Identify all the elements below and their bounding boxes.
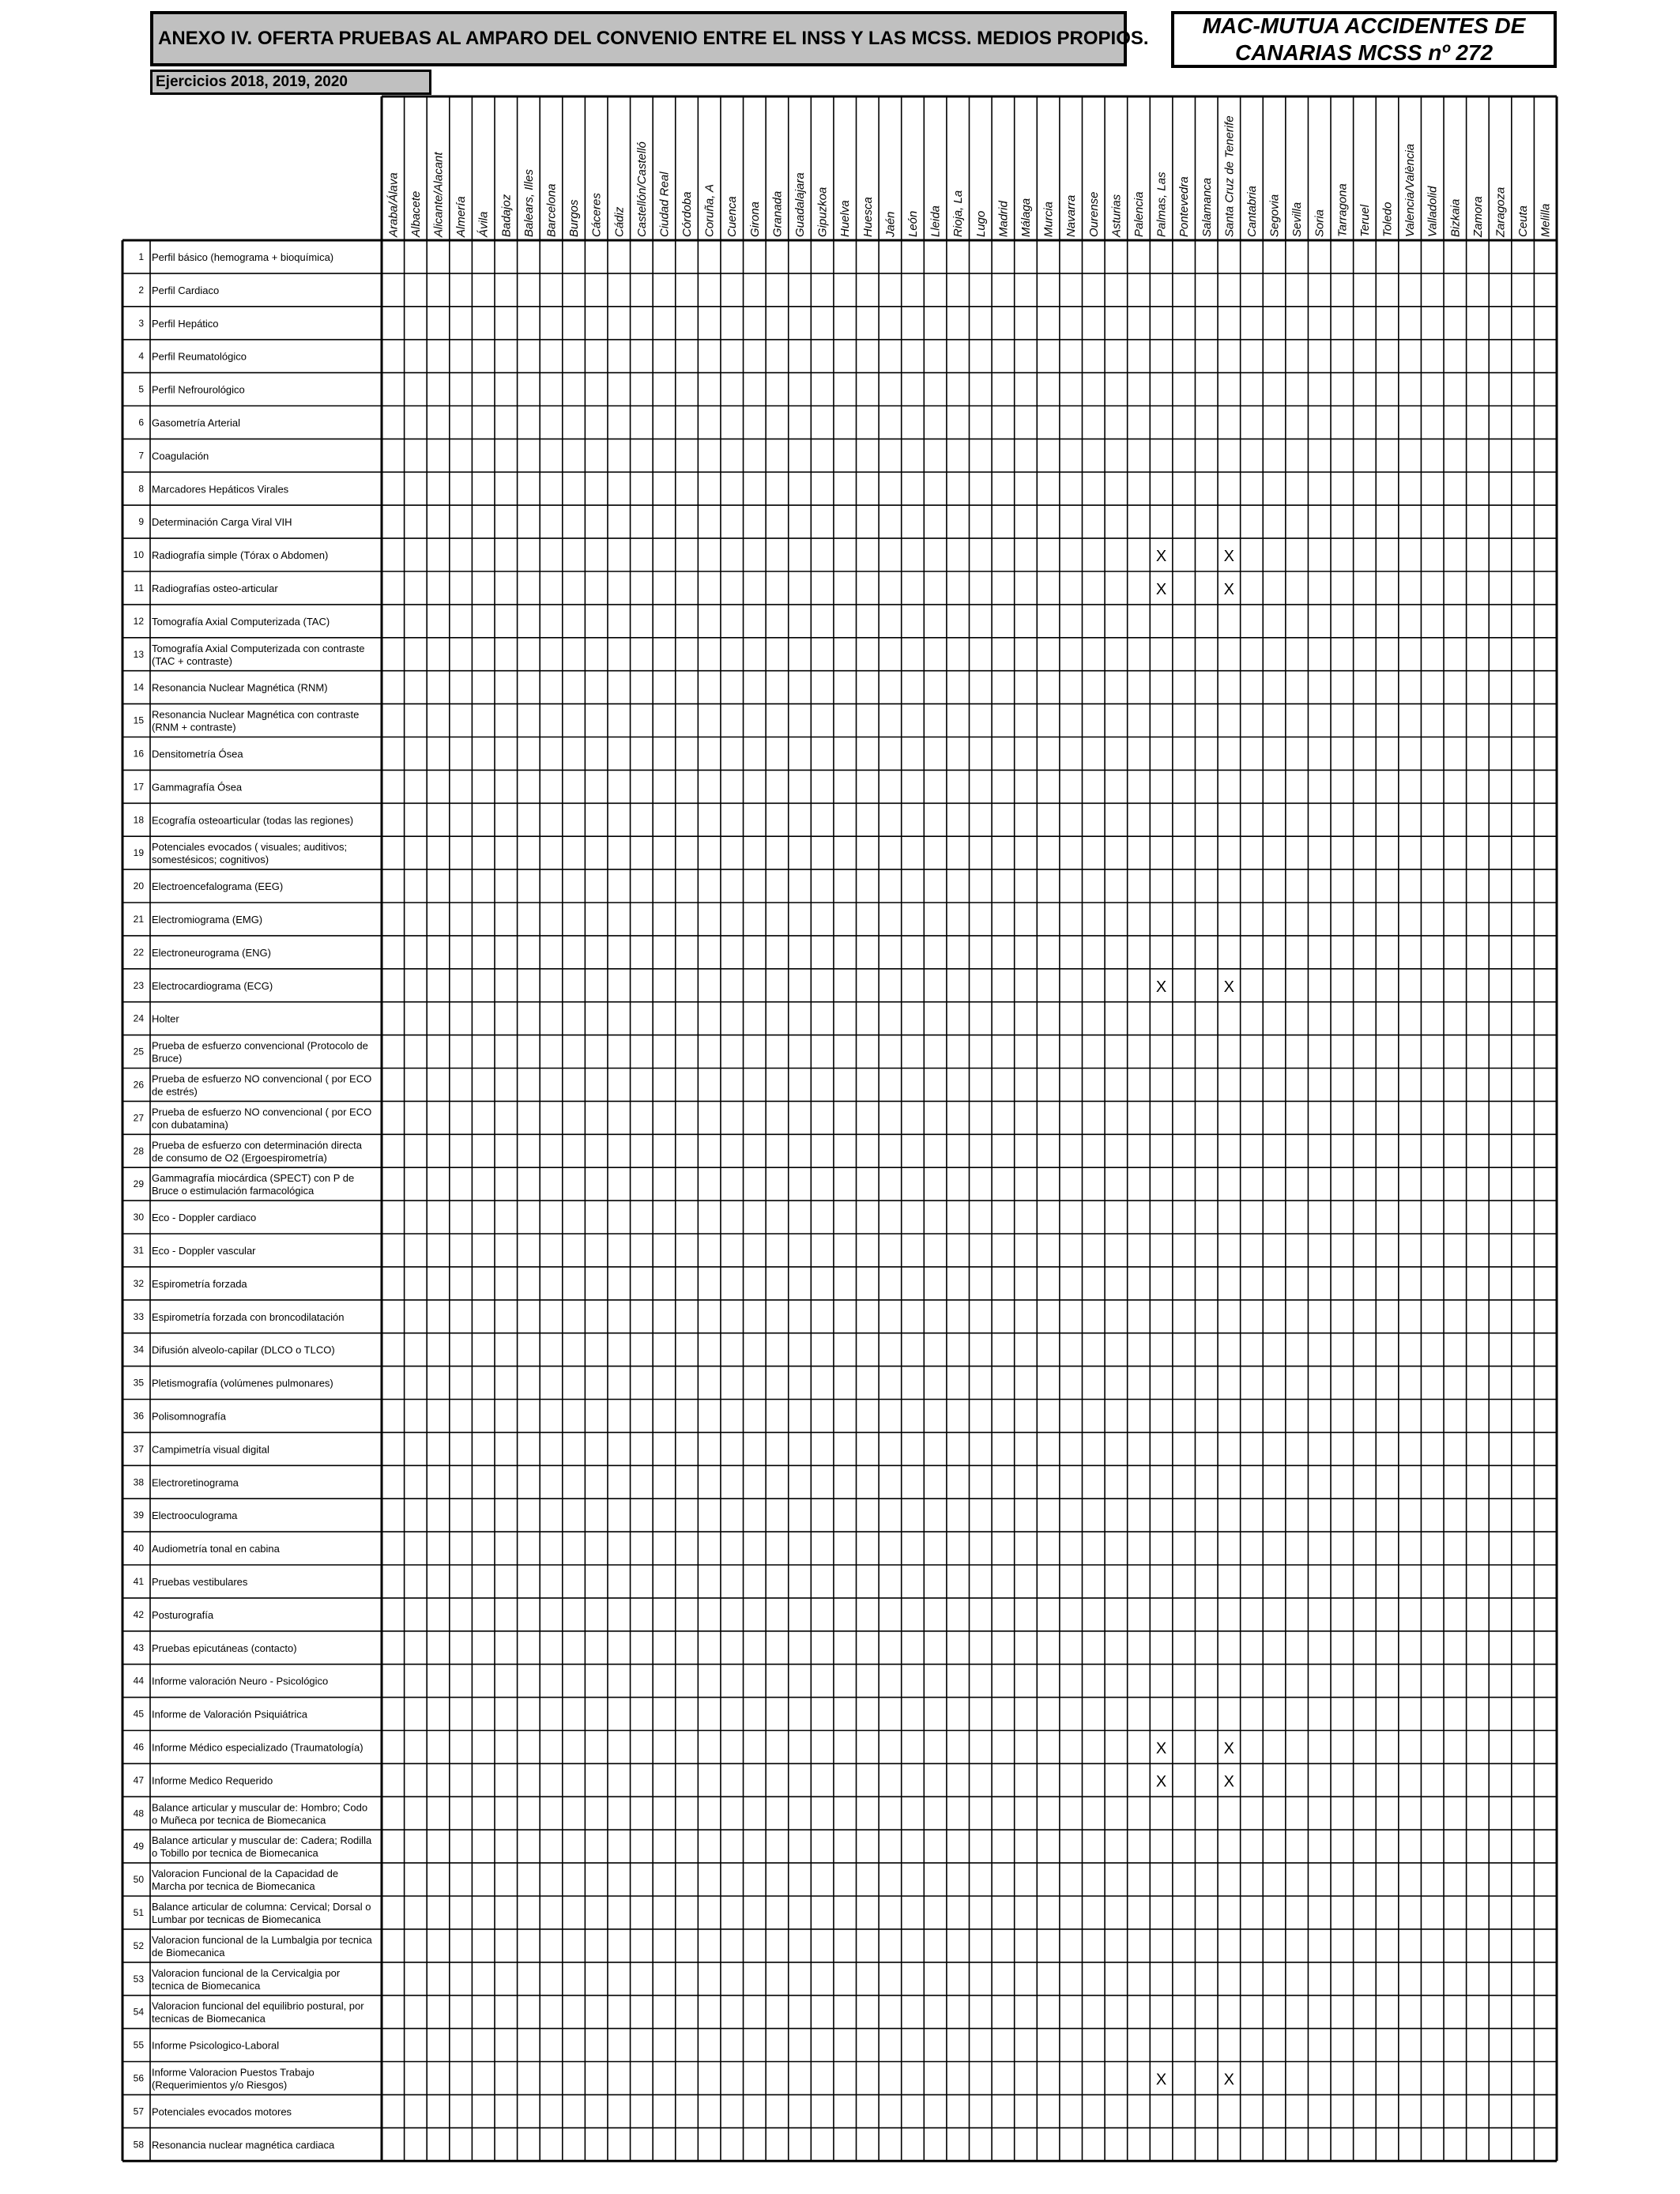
test-name-line: (TAC + contraste) (152, 654, 232, 667)
test-name (152, 1040, 368, 1065)
test-name: Electroretinograma (152, 1476, 239, 1489)
province-header: Rioja, La (951, 190, 966, 237)
test-name: Electroencefalograma (EEG) (152, 880, 284, 893)
test-name-line: Prueba de esfuerzo NO convencional ( por ECO (152, 1072, 372, 1085)
row-number: 1 (138, 251, 144, 262)
row-number: 23 (133, 979, 144, 991)
row-number: 33 (133, 1310, 144, 1322)
test-name: Radiografías osteo-articular (152, 582, 278, 594)
test-name: Informe Medico Requerido (152, 1774, 273, 1787)
province-header: Teruel (1358, 204, 1372, 237)
province-header: León (906, 210, 921, 237)
province-header: Palencia (1132, 191, 1146, 237)
province-header: Palmas, Las (1155, 172, 1169, 237)
row-number: 52 (133, 1940, 144, 1951)
offer-mark: X (1155, 2071, 1167, 2089)
province-header: Girona (748, 201, 762, 237)
test-name: Radiografía simple (Tórax o Abdomen) (152, 549, 329, 562)
organization-name-line1: MAC-MUTUA ACCIDENTES DE (1202, 13, 1526, 38)
test-name: Audiometría tonal en cabina (152, 1543, 280, 1555)
province-header: Sevilla (1290, 202, 1305, 237)
province-header: Valladolid (1426, 186, 1440, 237)
test-name-line: Valoracion funcional de la Cervicalgia por (152, 1966, 341, 1979)
table-row (134, 1378, 333, 1389)
province-header: Cádiz (612, 206, 627, 237)
table-row (134, 1709, 308, 1721)
test-name-line: Tomografía Axial Computerizada con contraste (152, 642, 365, 654)
province-header: Badajoz (499, 194, 514, 237)
row-number: 37 (133, 1443, 144, 1455)
document-title-text: ANEXO IV. OFERTA PRUEBAS AL AMPARO DEL CONVENIO ENTRE EL INSS Y LAS MCSS. MEDIOS PROPIOS. (158, 28, 1149, 49)
test-name-line: Gammagrafía miocárdica (SPECT) con P de (152, 1172, 355, 1185)
test-name-line: (Requerimientos y/o Riesgos) (152, 2079, 288, 2091)
test-name (152, 2000, 364, 2025)
offer-mark: X (1155, 580, 1167, 598)
test-name: Coagulación (152, 450, 209, 462)
table-row (134, 947, 271, 959)
table-row (134, 914, 263, 925)
test-name-line: tecnicas de Biomecanica (152, 2012, 266, 2025)
province-header: Jaén (883, 211, 898, 237)
row-number: 17 (133, 781, 144, 793)
table-row (134, 1934, 373, 1958)
table-row (134, 1834, 372, 1859)
province-header: Murcia (1042, 201, 1056, 237)
province-header: Bizkaia (1448, 198, 1463, 237)
test-name-line: Balance articular y muscular de: Hombro; Codo (152, 1801, 368, 1814)
test-name: Pruebas epicutáneas (contacto) (152, 1642, 297, 1654)
test-name: Resonancia Nuclear Magnética (RNM) (152, 681, 328, 694)
test-name: Electrooculograma (152, 1510, 238, 1522)
row-number: 42 (133, 1608, 144, 1620)
row-number: 48 (133, 1808, 144, 1819)
offer-mark: X (1223, 548, 1235, 566)
row-number: 49 (133, 1841, 144, 1853)
row-number: 2 (138, 284, 144, 296)
test-name: Marcadores Hepáticos Virales (152, 483, 289, 496)
row-number: 20 (133, 880, 144, 892)
table-row (134, 814, 353, 826)
offer-mark: X (1223, 1740, 1235, 1758)
province-header: Pontevedra (1177, 176, 1192, 237)
province-header: Santa Cruz de Tenerife (1222, 115, 1237, 237)
row-number: 35 (133, 1377, 144, 1389)
province-header: Castellón/Castelló (635, 141, 649, 237)
table-row (134, 1609, 214, 1621)
test-name: Perfil Nefrourológico (152, 383, 245, 396)
province-header: Cuenca (725, 196, 740, 237)
row-number: 34 (133, 1344, 144, 1355)
province-header: Balears, Illes (522, 169, 536, 237)
province-header: Granada (770, 190, 785, 237)
province-header: Guadalajara (793, 172, 808, 237)
table-row (134, 1676, 329, 1687)
table-row (134, 1344, 335, 1356)
test-name-line: Prueba de esfuerzo con determinación directa (152, 1139, 362, 1152)
test-name: Perfil Cardiaco (152, 284, 220, 296)
row-number: 13 (133, 648, 144, 660)
offer-mark: X (1155, 1773, 1167, 1791)
test-name (152, 1901, 371, 1925)
province-header: Araba/Álava (386, 172, 401, 237)
table-row (134, 880, 284, 892)
row-number: 16 (133, 748, 144, 760)
test-name: Perfil Reumatológico (152, 350, 247, 363)
test-name (152, 643, 365, 667)
province-header: Alicante/Alacant (431, 152, 446, 237)
test-name: Electrocardiograma (ECG) (152, 979, 273, 992)
table-row (138, 351, 247, 363)
row-number: 9 (138, 516, 144, 528)
row-number: 8 (138, 483, 144, 495)
table-row (138, 251, 333, 263)
row-number: 50 (133, 1874, 144, 1886)
row-number: 28 (133, 1145, 144, 1157)
table-row (138, 450, 209, 462)
test-name-line: Balance articular de columna: Cervical; Dorsal o (152, 1900, 371, 1913)
province-header: Ourense (1087, 191, 1101, 237)
offer-mark: X (1223, 1773, 1235, 1791)
test-name: Potenciales evocados motores (152, 2105, 292, 2118)
test-name-line: tecnica de Biomecanica (152, 1979, 261, 1992)
row-number: 46 (133, 1741, 144, 1753)
row-number: 55 (133, 2039, 144, 2051)
offer-mark: X (1223, 580, 1235, 598)
province-header: Salamanca (1200, 177, 1214, 237)
table-row (138, 384, 244, 396)
province-header: Málaga (1019, 198, 1033, 237)
row-number: 3 (138, 317, 144, 329)
province-header: Lugo (974, 210, 988, 237)
row-number: 22 (133, 946, 144, 958)
row-number: 32 (133, 1277, 144, 1289)
test-name: Eco - Doppler cardiaco (152, 1212, 257, 1224)
province-header: Córdoba (680, 191, 695, 237)
test-name (152, 2066, 315, 2090)
test-name-line: Valoracion funcional de la Lumbalgia por tecnica (152, 1933, 372, 1946)
table-row (134, 1901, 371, 1925)
table-row (134, 1543, 281, 1555)
row-number: 5 (138, 383, 144, 395)
test-name (152, 1868, 338, 1892)
province-header: Lleida (929, 205, 943, 237)
test-name: Perfil básico (hemograma + bioquímica) (152, 251, 334, 263)
table-row (134, 682, 328, 694)
province-header: Navarra (1064, 194, 1079, 237)
table-row (134, 1476, 239, 1488)
test-name: Informe de Valoración Psiquiátrica (152, 1708, 308, 1721)
province-header: Zamora (1471, 196, 1485, 237)
province-header: Tarragona (1335, 183, 1350, 237)
table-row (134, 1410, 227, 1422)
table-row (138, 483, 288, 495)
province-header: Barcelona (544, 183, 559, 237)
table-row (134, 1040, 368, 1065)
table-row (134, 2105, 292, 2117)
test-name: Gasometría Arterial (152, 417, 240, 429)
table-row (134, 643, 365, 667)
table-row (134, 2066, 1234, 2090)
province-header: Albacete (409, 190, 423, 237)
table-row (134, 841, 348, 865)
test-name: Pruebas vestibulares (152, 1575, 248, 1588)
row-number: 15 (133, 714, 144, 726)
row-number: 19 (133, 847, 144, 859)
province-header: Zaragoza (1494, 187, 1508, 237)
test-name: Electroneurograma (ENG) (152, 946, 271, 959)
test-name (152, 1934, 372, 1958)
table-row (134, 2000, 365, 2025)
table-row (134, 1642, 297, 1654)
row-number: 40 (133, 1543, 144, 1555)
test-name (152, 1106, 371, 1130)
offer-mark: X (1155, 1740, 1167, 1758)
row-number: 39 (133, 1510, 144, 1521)
test-name: Espirometría forzada con broncodilatación (152, 1310, 345, 1323)
province-header: Madrid (996, 201, 1011, 237)
test-name-line: Lumbar por tecnicas de Biomecanica (152, 1913, 321, 1925)
test-name-line: Marcha por tecnica de Biomecanica (152, 1880, 315, 1893)
row-number: 30 (133, 1212, 144, 1223)
row-number: 45 (133, 1708, 144, 1720)
row-number: 7 (138, 450, 144, 462)
table-row (138, 516, 292, 528)
test-name (152, 1172, 354, 1197)
row-number: 10 (133, 549, 144, 561)
table-row (134, 1013, 180, 1025)
test-name (152, 1072, 371, 1097)
offer-mark: X (1155, 548, 1167, 566)
offer-mark: X (1223, 2071, 1235, 2089)
test-name: Campimetría visual digital (152, 1443, 269, 1456)
row-number: 21 (133, 913, 144, 925)
row-number: 27 (133, 1112, 144, 1124)
row-number: 11 (134, 582, 144, 594)
row-number: 14 (133, 681, 144, 693)
table-row (134, 1868, 338, 1892)
test-name (152, 1834, 372, 1859)
test-name-line: Resonancia Nuclear Magnética con contraste (152, 708, 360, 721)
row-number: 53 (133, 1973, 144, 1985)
row-number: 29 (133, 1178, 144, 1190)
test-name-line: Valoracion Funcional de la Capacidad de (152, 1868, 339, 1880)
table-row (134, 1245, 257, 1257)
test-name: Informe Psicologico-Laboral (152, 2039, 280, 2052)
test-name: Ecografía osteoarticular (todas las regiones) (152, 814, 354, 827)
table-row (134, 1740, 1234, 1757)
test-name-line: Bruce o estimulación farmacológica (152, 1185, 315, 1197)
table-row (134, 1510, 239, 1521)
table-row (134, 1443, 269, 1455)
table-row (134, 1801, 367, 1826)
test-name: Perfil Hepático (152, 317, 219, 330)
test-name-line: de consumo de O2 (Ergoespirometría) (152, 1152, 327, 1164)
province-header: Almería (454, 196, 469, 237)
test-name: Polisomnografía (152, 1410, 226, 1423)
test-name: Eco - Doppler vascular (152, 1244, 256, 1257)
table-row (134, 1311, 345, 1323)
row-number: 36 (133, 1410, 144, 1422)
row-number: 4 (138, 350, 144, 362)
row-number: 51 (133, 1906, 144, 1918)
table-row (134, 978, 1234, 996)
test-name-line: Balance articular y muscular de: Cadera; Rodilla (152, 1834, 372, 1847)
province-header: Ciudad Real (657, 172, 672, 237)
test-name (152, 1967, 341, 1992)
row-number: 44 (133, 1675, 144, 1687)
province-header: Ceuta (1516, 205, 1531, 237)
row-number: 18 (133, 814, 144, 826)
test-name-line: (RNM + contraste) (152, 721, 236, 733)
row-number: 31 (133, 1244, 144, 1256)
table-row (134, 2139, 335, 2151)
table-row (134, 548, 1234, 565)
table-row (134, 1967, 341, 1992)
table-row (134, 1106, 372, 1130)
test-name-line: somestésicos; cognitivos) (152, 854, 269, 866)
organization-name-line2: CANARIAS MCSS nº 272 (1234, 40, 1494, 65)
test-name-line: Bruce) (152, 1052, 183, 1065)
test-name: Espirometría forzada (152, 1277, 247, 1290)
row-number: 24 (133, 1012, 144, 1024)
province-header: Valencia/València (1403, 143, 1418, 237)
province-header: Cáceres (590, 193, 604, 237)
province-header: Melilla (1539, 203, 1553, 237)
table-row (134, 1773, 1234, 1790)
province-header: Gipuzkoa (816, 187, 830, 237)
test-name: Difusión alveolo-capilar (DLCO o TLCO) (152, 1344, 335, 1356)
test-name-line: Prueba de esfuerzo NO convencional ( por ECO (152, 1106, 372, 1118)
test-name (152, 709, 359, 733)
province-header: Segovia (1268, 194, 1282, 237)
test-name-line: Valoracion funcional del equilibrio postural, por (152, 2000, 364, 2012)
test-name-line: o Tobillo por tecnica de Biomecanica (152, 1847, 318, 1860)
province-header: Huesca (861, 197, 875, 237)
test-name-line: o Muñeca por tecnica de Biomecanica (152, 1814, 326, 1826)
row-number: 41 (133, 1575, 144, 1587)
test-name-line: Informe Valoracion Puestos Trabajo (152, 2066, 315, 2079)
test-name-line: de Biomecanica (152, 1946, 225, 1958)
row-number: 38 (133, 1476, 144, 1488)
row-number: 56 (133, 2072, 144, 2084)
offer-mark: X (1223, 978, 1235, 996)
province-header: Cantabria (1245, 185, 1259, 237)
province-header: Toledo (1381, 202, 1395, 237)
province-header: Asturias (1109, 194, 1124, 237)
test-name: Pletismografía (volúmenes pulmonares) (152, 1377, 333, 1389)
row-number: 6 (138, 417, 144, 428)
row-number: 47 (133, 1774, 144, 1786)
test-name: Holter (152, 1012, 179, 1025)
test-name: Determinación Carga Viral VIH (152, 516, 292, 529)
table-row (134, 1072, 372, 1097)
test-name: Electromiograma (EMG) (152, 913, 263, 925)
test-name-line: Potenciales evocados ( visuales; auditivos; (152, 841, 348, 854)
test-name: Tomografía Axial Computerizada (TAC) (152, 615, 330, 628)
test-name-line: Prueba de esfuerzo convencional (Protocolo de (152, 1039, 368, 1052)
test-name: Densitometría Ósea (152, 748, 243, 760)
row-number: 26 (133, 1079, 144, 1091)
row-number: 58 (133, 2139, 144, 2151)
province-header: Burgos (567, 199, 582, 237)
row-number: 43 (133, 1642, 144, 1653)
province-header: Ávila (477, 211, 491, 237)
table-row (134, 1172, 355, 1197)
row-number: 12 (133, 615, 144, 627)
fiscal-years-text: Ejercicios 2018, 2019, 2020 (156, 74, 348, 90)
table-row (138, 417, 240, 428)
table-row (134, 2040, 280, 2052)
test-name: Posturografía (152, 1608, 214, 1621)
test-name: Resonancia nuclear magnética cardiaca (152, 2139, 335, 2151)
offer-mark: X (1155, 978, 1167, 996)
test-name: Gammagrafía Ósea (152, 781, 243, 794)
table-row (134, 616, 330, 628)
test-name: Informe valoración Neuro - Psicológico (152, 1675, 329, 1687)
test-name: Informe Médico especializado (Traumatología) (152, 1741, 363, 1754)
test-name (152, 1801, 367, 1826)
test-name (152, 841, 347, 865)
province-header: Huelva (838, 200, 853, 237)
test-name-line: de estrés) (152, 1085, 198, 1098)
province-header: Soria (1313, 209, 1327, 237)
table-row (134, 1139, 363, 1163)
province-header: Coruña, A (703, 184, 717, 237)
row-number: 54 (133, 2006, 144, 2018)
test-name-line: con dubatamina) (152, 1118, 228, 1131)
row-number: 57 (133, 2105, 144, 2117)
table-row (134, 1212, 257, 1223)
row-number: 25 (133, 1046, 144, 1057)
table-row (134, 709, 360, 733)
table-row (134, 581, 1234, 598)
test-name (152, 1139, 363, 1163)
